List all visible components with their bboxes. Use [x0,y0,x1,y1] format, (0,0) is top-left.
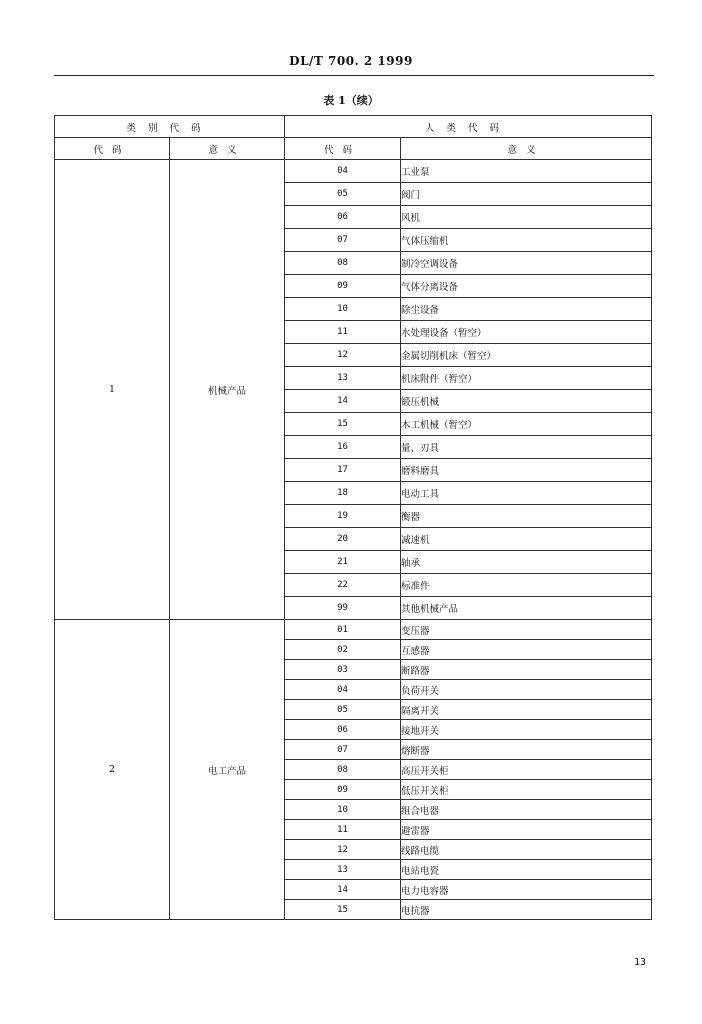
item-meaning-cell: 变压器 [401,620,652,640]
item-code-cell: 01 [285,620,401,640]
item-meaning-cell: 标准件 [401,574,652,597]
group-code-cell: 2 [55,620,170,920]
standard-header-title: DL/T 700. 2 1999 [289,54,413,68]
header-code-2: 代码 [285,138,401,160]
item-code-cell: 11 [285,321,401,344]
item-meaning-cell: 气体压缩机 [401,229,652,252]
item-meaning-cell: 电站电瓷 [401,860,652,880]
item-meaning-cell: 电动工具 [401,482,652,505]
item-meaning-cell: 木工机械（暂空） [401,413,652,436]
item-code-cell: 09 [285,275,401,298]
item-meaning-cell: 衡器 [401,505,652,528]
item-code-cell: 04 [285,680,401,700]
code-table [54,115,652,920]
item-code-cell: 13 [285,367,401,390]
group-code-cell: 1 [55,160,170,620]
item-meaning-cell: 线路电缆 [401,840,652,860]
item-code-cell: 14 [285,880,401,900]
table-body [55,160,652,920]
item-code-cell: 17 [285,459,401,482]
item-meaning-cell: 熔断器 [401,740,652,760]
item-meaning-cell: 水处理设备（暂空） [401,321,652,344]
table-caption: 表 1（续） [323,94,379,107]
item-code-cell: 07 [285,740,401,760]
item-meaning-cell: 接地开关 [401,720,652,740]
table-row [55,620,652,640]
item-meaning-cell: 电力电容器 [401,880,652,900]
item-meaning-cell: 轴承 [401,551,652,574]
item-meaning-cell: 气体分离设备 [401,275,652,298]
item-code-cell: 06 [285,720,401,740]
item-code-cell: 19 [285,505,401,528]
item-meaning-cell: 制冷空调设备 [401,252,652,275]
item-code-cell: 99 [285,597,401,620]
item-meaning-cell: 负荷开关 [401,680,652,700]
item-meaning-cell: 互感器 [401,640,652,660]
item-meaning-cell: 隔离开关 [401,700,652,720]
item-code-cell: 03 [285,660,401,680]
table-row [55,160,652,183]
table-header-top-row [55,116,652,138]
item-code-cell: 07 [285,229,401,252]
item-code-cell: 16 [285,436,401,459]
header-meaning-1: 意义 [170,138,285,160]
item-meaning-cell: 其他机械产品 [401,597,652,620]
header-meaning-2: 意义 [401,138,652,160]
item-meaning-cell: 避雷器 [401,820,652,840]
item-code-cell: 12 [285,344,401,367]
item-meaning-cell: 磨料磨具 [401,459,652,482]
item-code-cell: 11 [285,820,401,840]
item-meaning-cell: 组合电器 [401,800,652,820]
item-code-cell: 20 [285,528,401,551]
item-meaning-cell: 机床附件（暂空） [401,367,652,390]
item-meaning-cell: 锻压机械 [401,390,652,413]
header-code-1: 代码 [55,138,170,160]
item-meaning-cell: 除尘设备 [401,298,652,321]
item-meaning-cell: 电抗器 [401,900,652,920]
item-code-cell: 22 [285,574,401,597]
item-code-cell: 05 [285,700,401,720]
item-code-cell: 09 [285,780,401,800]
item-meaning-cell: 断路器 [401,660,652,680]
item-code-cell: 21 [285,551,401,574]
item-code-cell: 15 [285,413,401,436]
item-code-cell: 10 [285,800,401,820]
group-meaning-cell: 电工产品 [170,620,285,920]
item-meaning-cell: 减速机 [401,528,652,551]
item-code-cell: 13 [285,860,401,880]
item-code-cell: 02 [285,640,401,660]
item-code-cell: 12 [285,840,401,860]
item-code-cell: 05 [285,183,401,206]
item-code-cell: 08 [285,252,401,275]
item-meaning-cell: 阀门 [401,183,652,206]
table-header-sub-row [55,138,652,160]
header-rule [54,75,654,76]
item-code-cell: 15 [285,900,401,920]
header-class-code: 人类代码 [285,116,652,138]
item-meaning-cell: 高压开关柜 [401,760,652,780]
item-code-cell: 08 [285,760,401,780]
item-meaning-cell: 低压开关柜 [401,780,652,800]
item-code-cell: 10 [285,298,401,321]
header-category-code: 类别代码 [55,116,285,138]
item-meaning-cell: 风机 [401,206,652,229]
item-code-cell: 18 [285,482,401,505]
item-meaning-cell: 金属切削机床（暂空） [401,344,652,367]
item-code-cell: 04 [285,160,401,183]
item-meaning-cell: 工业泵 [401,160,652,183]
item-meaning-cell: 量、刃具 [401,436,652,459]
item-code-cell: 06 [285,206,401,229]
group-meaning-cell: 机械产品 [170,160,285,620]
item-code-cell: 14 [285,390,401,413]
page-number: 13 [634,957,647,968]
